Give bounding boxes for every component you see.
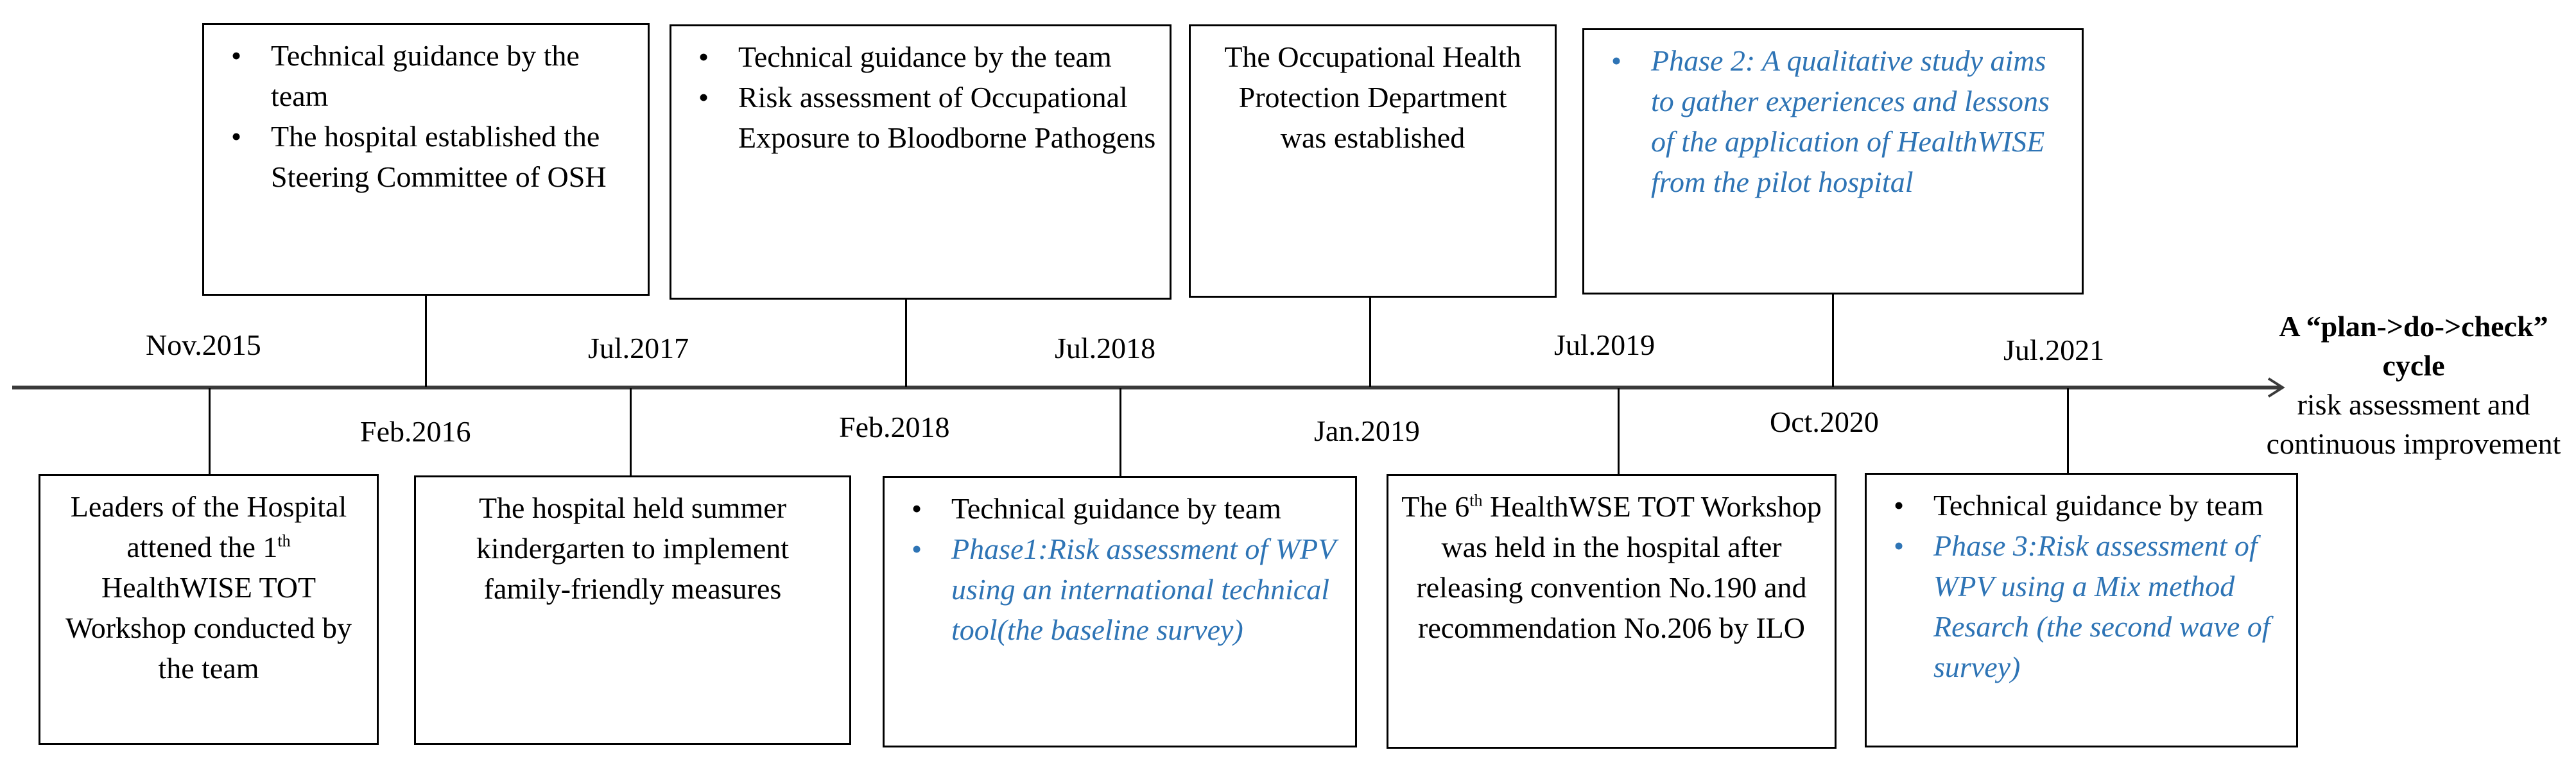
- bullet-icon: •: [1611, 44, 1622, 77]
- date-label: Feb.2018: [839, 411, 950, 443]
- event-text: Technical guidance by the team: [271, 39, 580, 112]
- bullet-icon: •: [912, 533, 922, 565]
- event-text: The hospital held summer kindergarten to implement family-friendly measures: [476, 491, 790, 605]
- date-label: Jan.2019: [1314, 414, 1420, 447]
- connector-line: [1832, 294, 1834, 387]
- event-item: [216, 35, 636, 116]
- event-item: [1878, 485, 2285, 525]
- connector-line: [1119, 388, 1121, 476]
- event-text: Leaders of the Hospital attened the 1th HealthWISE TOT Workshop conducted by the team: [65, 490, 352, 685]
- event-text: The Occupational Health Protection Department was established: [1224, 40, 1521, 154]
- event-item: [1596, 40, 2070, 202]
- bullet-icon: •: [231, 39, 242, 72]
- event-text: Technical guidance by team: [951, 492, 1282, 525]
- date-label: Oct.2020: [1770, 405, 1879, 438]
- event-box-nov-2015: [39, 474, 379, 745]
- event-box-jul-2018: [670, 24, 1171, 300]
- connector-line: [425, 295, 427, 387]
- connector-line: [1618, 388, 1620, 474]
- bullet-icon: •: [1894, 489, 1905, 522]
- connector-line: [2067, 388, 2069, 473]
- date-label: Feb.2016: [360, 415, 471, 448]
- event-item: [896, 529, 1344, 650]
- event-text: The hospital established the Steering Committee of OSH: [271, 120, 607, 193]
- date-label: Jul.2021: [2003, 334, 2105, 366]
- event-box-oct-2020: [1865, 473, 2298, 747]
- connector-line: [209, 388, 211, 474]
- date-label: Nov.2015: [146, 329, 261, 361]
- cycle-text: risk assessment and continuous improvement: [2266, 388, 2561, 460]
- event-text: Risk assessment of Occupational Exposure to Bloodborne Pathogens: [738, 81, 1156, 154]
- cycle-note: [2266, 307, 2561, 463]
- event-item: [683, 77, 1158, 158]
- event-text: Technical guidance by team: [1933, 489, 2264, 522]
- event-box-feb-2018: [883, 476, 1357, 747]
- bullet-icon: •: [1894, 529, 1905, 562]
- bullet-icon: •: [698, 40, 709, 73]
- event-item: [683, 37, 1158, 77]
- bullet-icon: •: [912, 492, 922, 525]
- date-label: Jul.2019: [1554, 329, 1655, 361]
- event-box-jan-2019: [1387, 474, 1837, 749]
- connector-line: [905, 299, 907, 387]
- bullet-icon: •: [231, 120, 242, 153]
- event-box-jul-2021: [1582, 28, 2084, 294]
- event-text: Phase 2: A qualitative study aims to gather experiences and lessons of the application of HealthWISE from the pilot hospital: [1651, 44, 2050, 198]
- event-box-feb-2016: [414, 475, 851, 745]
- event-text: Phase1:Risk assessment of WPV using an international technical tool(the baseline survey): [951, 533, 1336, 646]
- timeline-axis: [12, 386, 2282, 389]
- event-item: [896, 488, 1344, 529]
- event-item: [1878, 525, 2285, 687]
- date-label: Jul.2018: [1055, 332, 1156, 364]
- connector-line: [1369, 297, 1371, 387]
- event-item: [216, 116, 636, 197]
- event-text: The 6th HealthWSE TOT Workshop was held in the hospital after releasing convention No.190 and recommendation No.206 by ILO: [1401, 490, 1822, 644]
- event-box-jul-2019: [1189, 24, 1557, 298]
- bullet-icon: •: [698, 81, 709, 114]
- connector-line: [630, 388, 632, 475]
- event-text: Phase 3:Risk assessment of WPV using a Mix method Resarch (the second wave of survey): [1933, 529, 2270, 683]
- event-text: Technical guidance by the team: [738, 40, 1112, 73]
- event-box-jul-2017: [202, 23, 650, 296]
- cycle-title: A “plan->do->check” cycle: [2279, 310, 2548, 382]
- date-label: Jul.2017: [588, 332, 689, 364]
